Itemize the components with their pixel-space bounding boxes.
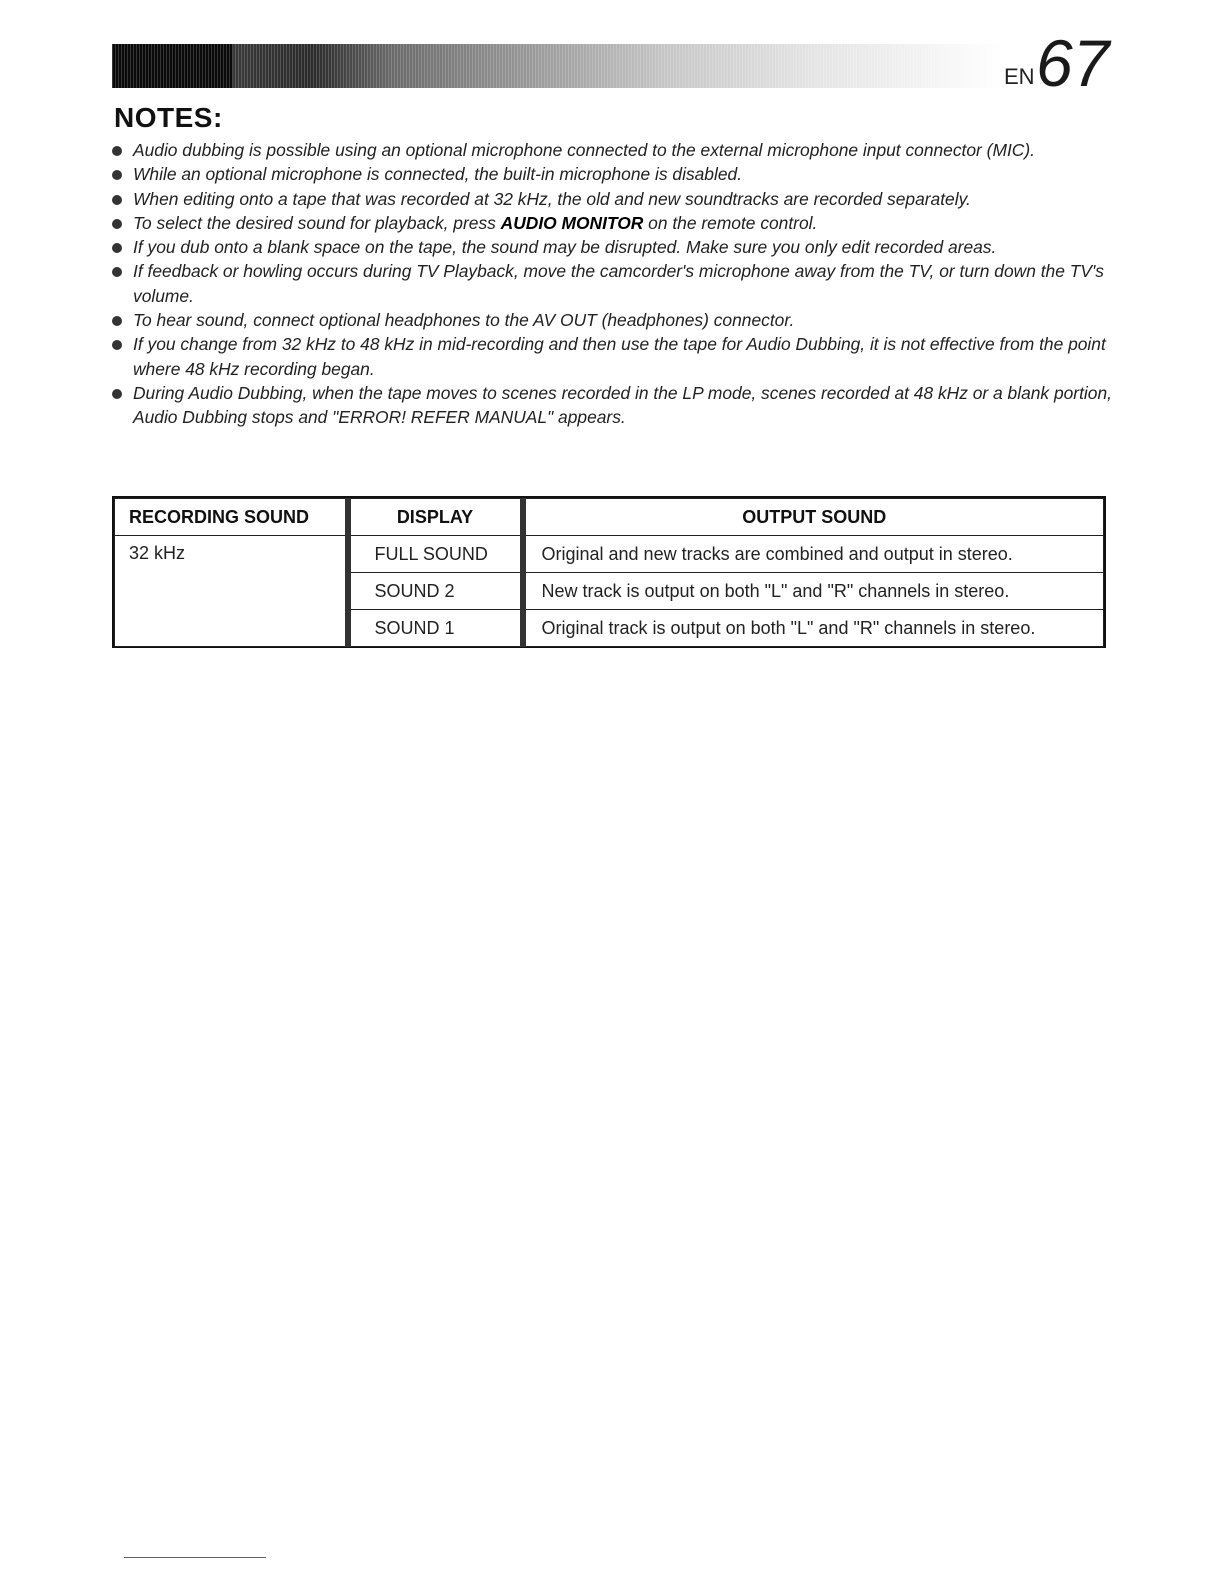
table-row [115,536,1104,573]
display-cell: SOUND 1 [348,610,523,647]
note-text: To hear sound, connect optional headphones to the AV OUT (headphones) connector. [133,310,795,331]
output-cell: Original track is output on both "L" and "R" channels in stereo. [523,610,1104,647]
note-text: While an optional microphone is connected, the built-in microphone is disabled. [133,164,743,185]
note-text: If you dub onto a blank space on the tape, the sound may be disrupted. Make sure you only edit recorded areas. [133,237,997,258]
bullet-icon [112,243,122,253]
note-bold-text: AUDIO MONITOR [500,212,644,233]
note-item [112,211,1112,235]
note-text-tail: on the remote control. [643,212,818,233]
note-text: If feedback or howling occurs during TV Playback, move the camcorder's microphone away from the TV, or turn down the TV's volume. [133,261,1104,306]
note-text: If you change from 32 kHz to 48 kHz in mid-recording and then use the tape for Audio Dubbing, it is not effective from the point where 48 kHz recording began. [133,334,1106,379]
bullet-icon [112,340,122,350]
bullet-icon [112,170,122,180]
note-item [112,259,1112,308]
note-text: Audio dubbing is possible using an optional microphone connected to the external microphone input connector (MIC). [133,140,1035,160]
page-number: 67 [1036,26,1110,100]
note-text: To select the desired sound for playback, press [133,212,501,233]
note-item [112,332,1112,381]
bullet-icon [112,219,122,229]
footer-rule [124,1557,266,1558]
note-item [112,381,1112,430]
bullet-icon [112,389,122,399]
notes-list [112,138,1112,430]
bullet-icon [112,195,122,205]
sound-table [112,496,1106,648]
recording-sound-cell: 32 kHz [115,536,348,647]
bullet-icon [112,267,122,277]
notes-title: NOTES: [114,102,223,133]
note-item [112,162,1112,186]
header-band [112,44,1002,88]
display-cell: SOUND 2 [348,573,523,610]
output-cell: Original and new tracks are combined and output in stereo. [523,536,1104,573]
table-header-row [115,499,1104,536]
display-cell: FULL SOUND [348,536,523,573]
output-cell: New track is output on both "L" and "R" channels in stereo. [523,573,1104,610]
note-text: When editing onto a tape that was recorded at 32 kHz, the old and new soundtracks are recorded separately. [133,188,971,209]
note-item [112,235,1112,259]
bullet-icon [112,146,122,156]
note-item [112,308,1112,332]
header-recording-sound: RECORDING SOUND [115,499,348,536]
note-item [112,187,1112,211]
note-text: During Audio Dubbing, when the tape moves to scenes recorded in the LP mode, scenes recorded at 48 kHz or a blank portion, Audio Dubbing stops and "ERROR! REFER MANUAL" appears. [133,382,1112,428]
bullet-icon [112,316,122,326]
header-output-sound: OUTPUT SOUND [523,499,1104,536]
note-item [112,138,1112,162]
header-display: DISPLAY [348,499,523,536]
language-label: EN [1004,64,1035,89]
